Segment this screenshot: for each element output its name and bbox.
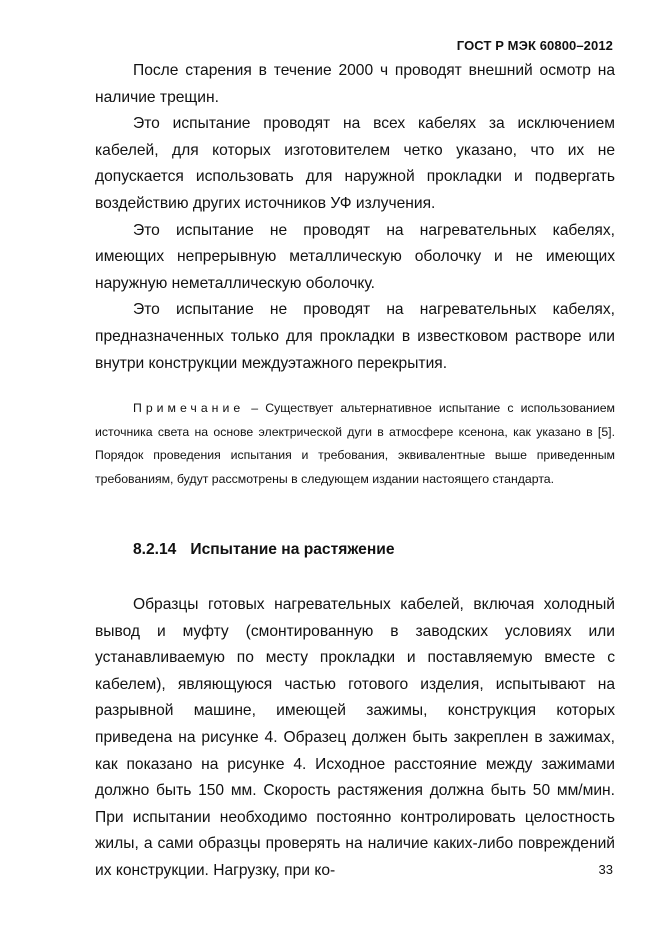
note-text: – Существует альтернативное испытание с использованием источника света на основе электрической дуги в атмосфере ксенона, как указано в [5]. Порядок проведения испытания и требования, эквивалентные выше приведенным требованиям, будут рассмотрены в следующем издании настоящего стандарта. xyxy=(95,401,615,486)
section-number: 8.2.14 xyxy=(133,541,177,558)
note-paragraph xyxy=(95,397,615,491)
paragraph: Это испытание не проводят на нагревательных кабелях, имеющих непрерывную металлическую оболочку и не имеющих наружную неметаллическую оболочку. xyxy=(95,221,615,292)
note-label: Примечание xyxy=(133,401,245,415)
note-block xyxy=(95,397,615,491)
document-header: ГОСТ Р МЭК 60800–2012 xyxy=(456,38,613,53)
section-heading xyxy=(133,541,395,559)
paragraph: Образцы готовых нагревательных кабелей, включая холодный вывод и муфту (смонтированную в заводских условиях или устанавливаемую по месту прокладки и поставляемую вместе с кабелем), являющуюся частью готового изделия, испытывают на разрывной машине, имеющей зажимы, конструкция которых приведена на рисунке 4. Образец должен быть закреплен в зажимах, как показано на рисунке 4. Исходное расстояние между зажимами должно быть 150 мм. Скорость растяжения должна быть 50 мм/мин. При испытании необходимо постоянно контролировать целостность жилы, а сами образцы проверять на наличие каких-либо повреждений их конструкции. Нагрузку, при ко- xyxy=(95,596,615,879)
page-number: 33 xyxy=(598,862,613,877)
paragraph: Это испытание проводят на всех кабелях за исключением кабелей, для которых изготовителем четко указано, что их не допускается использовать для наружной прокладки и подвергать воздействию других источников УФ излучения. xyxy=(95,115,615,212)
paragraph: После старения в течение 2000 ч проводят внешний осмотр на наличие трещин. xyxy=(95,62,615,106)
paragraph: Это испытание не проводят на нагревательных кабелях, предназначенных только для прокладки в известковом растворе или внутри конструкции междуэтажного перекрытия. xyxy=(95,301,615,372)
section-title: Испытание на растяжение xyxy=(190,541,395,558)
body-text-bottom xyxy=(95,592,615,885)
body-text-top xyxy=(95,58,615,377)
